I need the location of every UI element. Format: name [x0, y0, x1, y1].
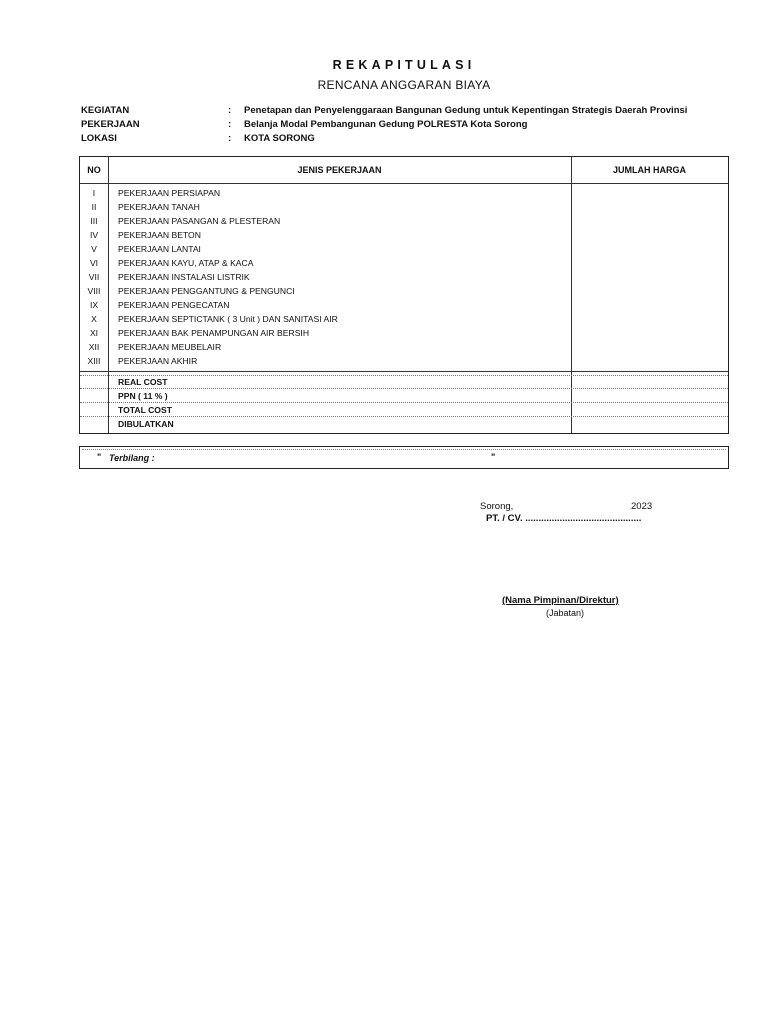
row-number: X: [91, 314, 97, 324]
table-row: [80, 186, 728, 200]
signature-year: 2023: [631, 501, 653, 512]
table-row: [80, 256, 728, 270]
summary-row-dibulatkan: [80, 417, 728, 431]
row-job: PEKERJAAN KAYU, ATAP & KACA: [118, 258, 254, 268]
row-number: I: [92, 188, 96, 198]
terbilang-box: [79, 446, 729, 469]
signature-place: Sorong,: [480, 501, 514, 512]
table-row: [80, 354, 728, 368]
info-value: Penetapan dan Penyelenggaraan Bangunan Gedung untuk Kepentingan Strategis Daerah Provinsi: [244, 105, 688, 116]
row-number: XII: [88, 342, 100, 352]
terbilang-label: Terbilang :: [109, 453, 155, 463]
summary-row-real-cost: [80, 375, 728, 389]
info-label: PEKERJAAN: [81, 119, 140, 130]
row-job: PEKERJAAN BETON: [118, 230, 201, 240]
document-subtitle: RENCANA ANGGARAN BIAYA: [317, 78, 491, 92]
summary-row-ppn: [80, 389, 728, 403]
table-row: [80, 214, 728, 228]
info-label: LOKASI: [81, 133, 117, 144]
table-row: [80, 270, 728, 284]
table-row: [80, 228, 728, 242]
row-number: II: [91, 202, 97, 212]
row-job: PEKERJAAN MEUBELAIR: [118, 342, 222, 352]
row-job: PEKERJAAN TANAH: [118, 202, 200, 212]
row-job: PEKERJAAN SEPTICTANK ( 3 Unit ) DAN SANITASI AIR: [118, 314, 338, 324]
document-title: REKAPITULASI: [332, 58, 476, 72]
recap-table: [79, 156, 729, 434]
table-row: [80, 326, 728, 340]
dotted-divider: [82, 449, 726, 466]
table-row: [80, 200, 728, 214]
row-number: VII: [88, 272, 100, 282]
header-job: JENIS PEKERJAAN: [297, 165, 382, 175]
row-job: PEKERJAAN INSTALASI LISTRIK: [118, 272, 250, 282]
row-number: V: [91, 244, 97, 254]
table-row: [80, 298, 728, 312]
summary-label: PPN ( 11 % ): [118, 391, 168, 401]
table-row: [80, 242, 728, 256]
summary-label: DIBULATKAN: [118, 419, 174, 429]
row-number: IV: [89, 230, 99, 240]
row-job: PEKERJAAN PENGGANTUNG & PENGUNCI: [118, 286, 295, 296]
summary-row-total-cost: [80, 403, 728, 417]
row-job: PEKERJAAN PERSIAPAN: [118, 188, 221, 198]
row-number: VI: [89, 258, 99, 268]
signature-company: PT. / CV. ............................................: [486, 513, 642, 524]
row-job: PEKERJAAN PASANGAN & PLESTERAN: [118, 216, 281, 226]
row-job: PEKERJAAN PENGECATAN: [118, 300, 230, 310]
signature-position: (Jabatan): [546, 608, 585, 618]
row-number: VIII: [87, 286, 101, 296]
table-row: [80, 340, 728, 354]
info-colon: :: [228, 105, 232, 116]
signature-name: (Nama Pimpinan/Direktur): [502, 595, 619, 606]
summary-label: TOTAL COST: [118, 405, 172, 415]
header-divider: [80, 183, 728, 184]
row-number: III: [90, 216, 98, 226]
info-value: KOTA SORONG: [244, 133, 315, 144]
header-no: NO: [87, 165, 101, 175]
terbilang-open-quote: ": [97, 452, 102, 462]
row-job: PEKERJAAN BAK PENAMPUNGAN AIR BERSIH: [118, 328, 310, 338]
summary-divider: [80, 371, 728, 372]
table-row: [80, 284, 728, 298]
terbilang-close-quote: ": [491, 452, 496, 462]
table-row: [80, 312, 728, 326]
row-number: XIII: [87, 356, 101, 366]
info-label: KEGIATAN: [81, 105, 130, 116]
summary-label: REAL COST: [118, 377, 168, 387]
info-colon: :: [228, 133, 232, 144]
header-price: JUMLAH HARGA: [613, 165, 686, 175]
info-colon: :: [228, 119, 232, 130]
row-job: PEKERJAAN LANTAI: [118, 244, 201, 254]
row-job: PEKERJAAN AKHIR: [118, 356, 198, 366]
info-value: Belanja Modal Pembangunan Gedung POLRESTA Kota Sorong: [244, 119, 528, 130]
row-number: XI: [89, 328, 99, 338]
row-number: IX: [89, 300, 99, 310]
